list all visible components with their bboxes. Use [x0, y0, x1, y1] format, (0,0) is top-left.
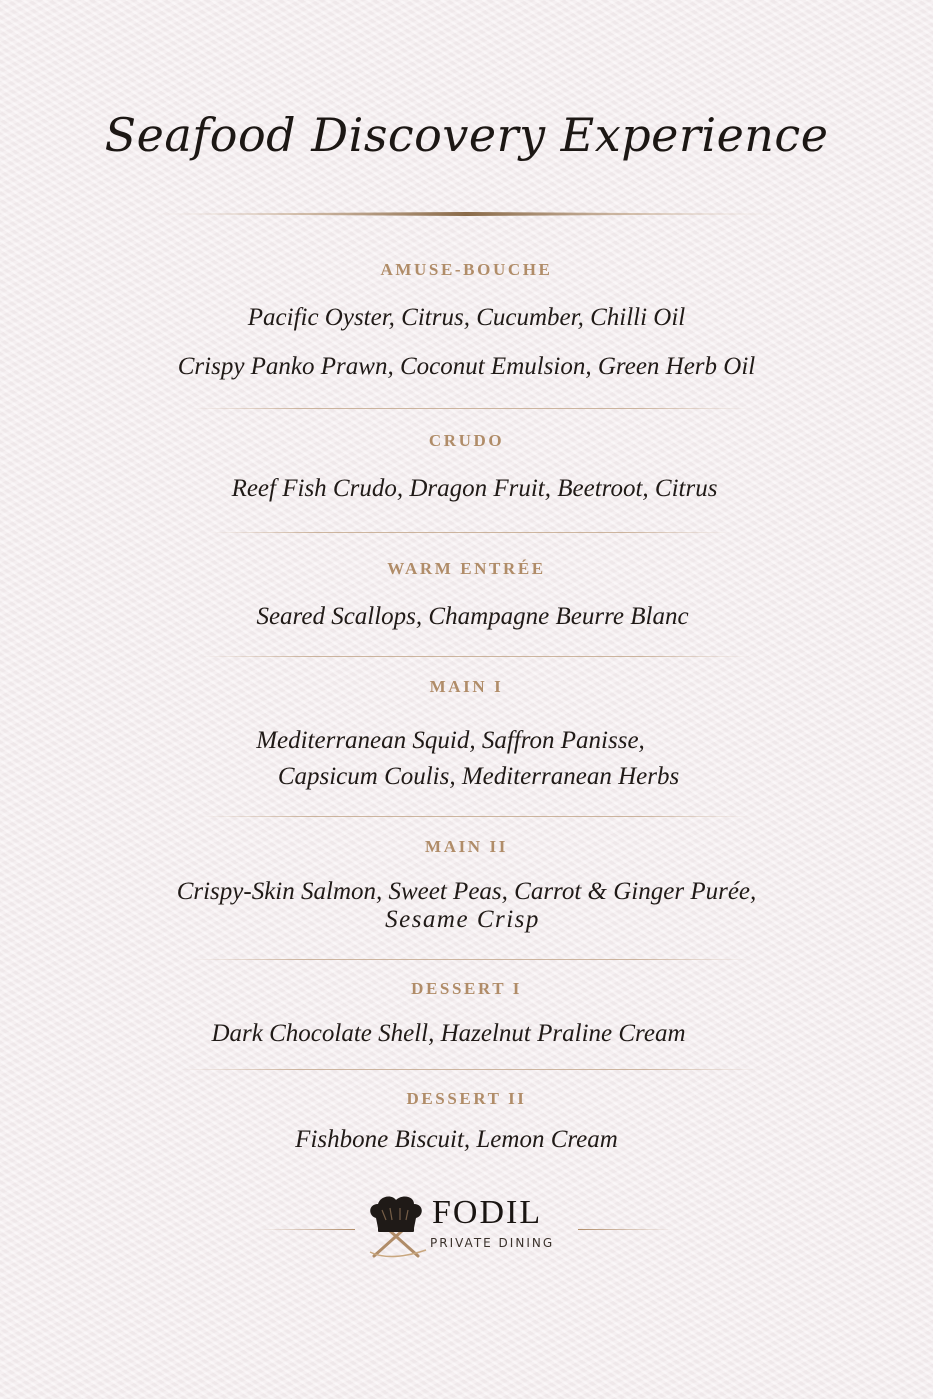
dish-item: Mediterranean Squid, Saffron Panisse,	[256, 727, 645, 754]
course-divider	[190, 959, 750, 960]
course-divider	[190, 408, 750, 409]
dish-item: Crispy Panko Prawn, Coconut Emulsion, Green Herb Oil	[177, 353, 756, 380]
brand-footer	[260, 1188, 680, 1268]
dish-item: Reef Fish Crudo, Dragon Fruit, Beetroot, Citrus	[231, 475, 718, 502]
dish-item: Fishbone Biscuit, Lemon Cream	[295, 1126, 618, 1153]
dish-item: Sesame Crisp	[385, 906, 540, 933]
course-divider	[210, 532, 730, 533]
chef-hat-crossed-utensils-icon	[360, 1192, 432, 1264]
footer-rule-right	[578, 1229, 673, 1230]
dish-item: Dark Chocolate Shell, Hazelnut Praline Cream	[211, 1020, 686, 1047]
footer-rule-left	[260, 1229, 355, 1230]
course-heading-dessert-ii: DESSERT II	[406, 1089, 527, 1108]
dish-item: Seared Scallops, Champagne Beurre Blanc	[256, 603, 689, 630]
dish-item: Capsicum Coulis, Mediterranean Herbs	[277, 763, 680, 790]
course-divider	[200, 816, 750, 817]
dish-item: Pacific Oyster, Citrus, Cucumber, Chilli Oil	[247, 304, 686, 331]
brand-name: FODIL	[432, 1194, 543, 1231]
course-heading-amuse-bouche: AMUSE-BOUCHE	[380, 260, 553, 279]
title-divider	[130, 212, 803, 216]
course-heading-crudo: CRUDO	[428, 431, 505, 450]
course-heading-main-i: MAIN I	[429, 677, 504, 696]
course-divider	[180, 1069, 760, 1070]
brand-tagline: PRIVATE DINING	[430, 1236, 555, 1250]
course-heading-dessert-i: DESSERT I	[411, 979, 522, 998]
menu-title: Seafood Discovery Experience	[104, 108, 829, 162]
course-divider	[200, 656, 750, 657]
course-heading-main-ii: MAIN II	[425, 837, 508, 856]
course-heading-warm-entree: WARM ENTRÉE	[387, 559, 546, 578]
dish-item: Crispy-Skin Salmon, Sweet Peas, Carrot & Ginger Purée,	[176, 878, 757, 905]
